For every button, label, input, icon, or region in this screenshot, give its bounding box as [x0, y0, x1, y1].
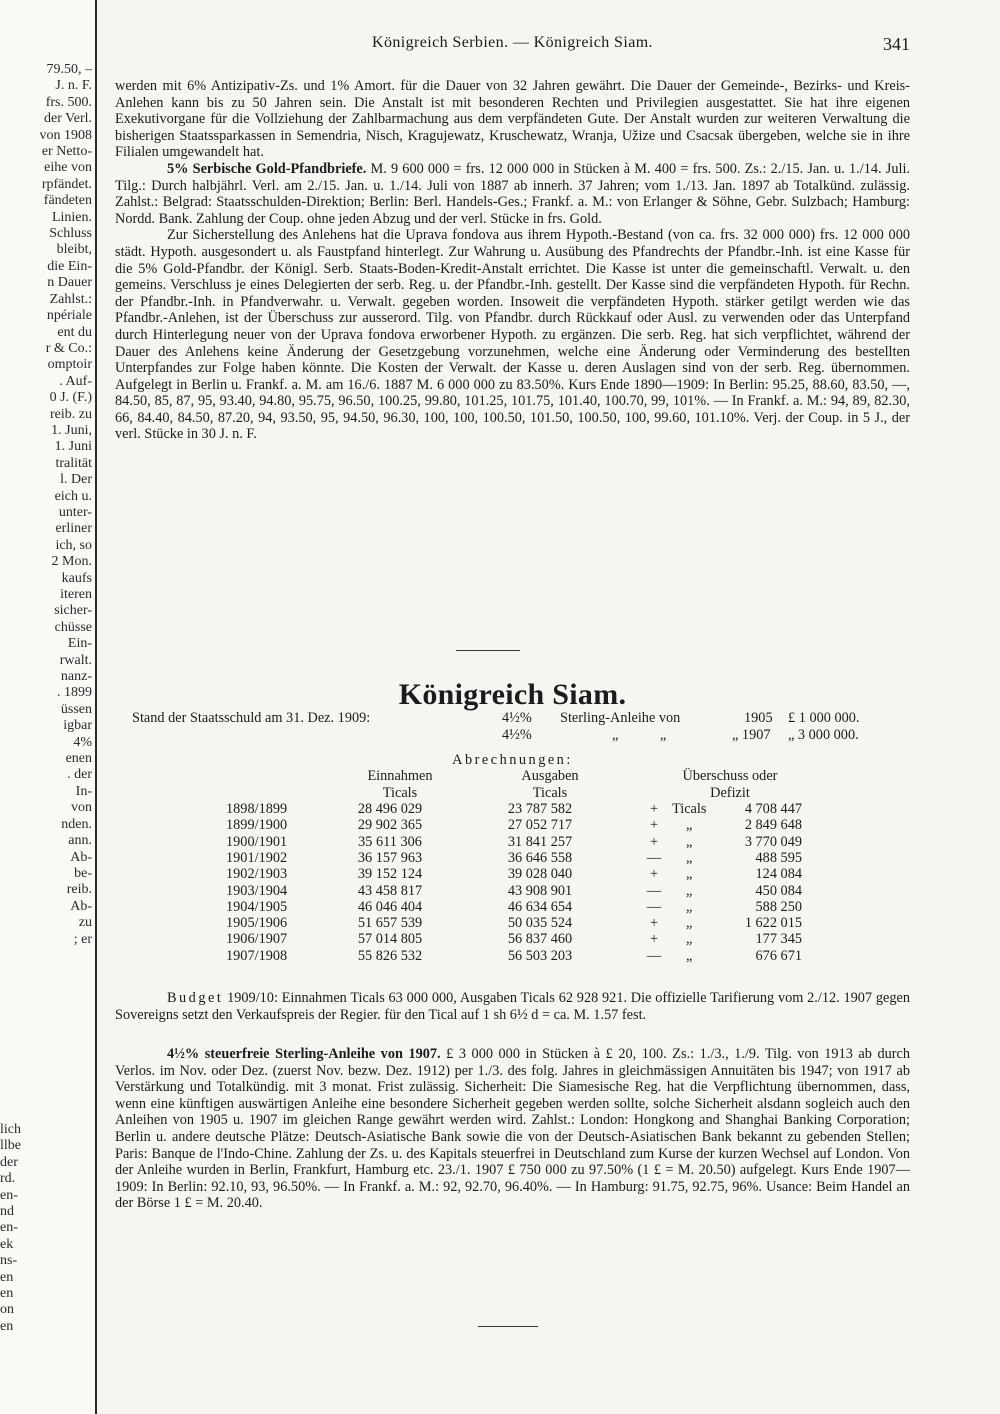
section-divider	[456, 650, 520, 651]
accounts-balance-cell: 177 345	[755, 931, 802, 948]
loan-rate: 4½%	[502, 710, 532, 726]
margin-fragment: er Netto-	[41, 144, 92, 160]
margin-fragment: 1. Juni	[54, 439, 92, 455]
margin-fragment: reib.	[66, 882, 92, 898]
margin-fragment: n Dauer	[47, 275, 92, 291]
stand-label: Stand der Staatsschuld am 31. Dez. 1909:	[132, 710, 371, 726]
margin-fragment: Linien.	[51, 209, 92, 225]
accounts-year-cell: 1904/1905	[226, 898, 288, 915]
margin-fragment: zu	[78, 915, 92, 931]
accounts-income-cell: 51 657 539	[357, 915, 423, 932]
col-balance-label-2: Defizit	[710, 784, 750, 801]
accounts-balance-cell: 676 671	[755, 947, 802, 964]
margin-fragment: der	[0, 1154, 18, 1170]
accounts-unit-cell: „	[686, 866, 693, 883]
margin-fragment: 2 Mon.	[51, 554, 92, 570]
loan-name: „ „	[612, 727, 667, 743]
loan-rate: 4½%	[502, 727, 532, 743]
margin-fragment: r & Co.:	[45, 340, 92, 356]
margin-fragment: reib. zu	[50, 406, 92, 422]
margin-fragment: . Auf-	[59, 373, 92, 389]
serbia-bond-title: 5% Serbische Gold-Pfandbriefe.	[167, 160, 367, 177]
margin-fragment: fändeten	[43, 193, 92, 209]
margin-fragment: en	[0, 1269, 14, 1285]
accounts-balance-cell: 488 595	[755, 849, 802, 866]
accounts-income-cell: 28 496 029	[357, 801, 423, 817]
col-income-label: Einnahmen	[367, 768, 433, 784]
accounts-sign-cell: —	[646, 947, 662, 964]
accounts-sign-cell: —	[646, 849, 662, 866]
accounts-income-cell: 46 046 404	[357, 898, 423, 915]
col-balance-label: Überschuss oder	[682, 768, 778, 784]
margin-fragment: unter-	[58, 504, 92, 520]
loan-name: Sterling-Anleihe von	[560, 710, 681, 726]
margin-fragment: der Verl.	[44, 111, 92, 127]
accounts-unit-cell: „	[686, 833, 693, 850]
serbia-bond-text: M. 9 600 000 = frs. 12 000 000 in Stücken à M. 400 = frs. 500. Zs.: 2./15. Jan. u. 1./14. Juli. Tilg.: Durch halbjährl. Verl. am 2./15. Jan. u. 1./14. Juli von 1887 ab innerh. 37 Jahren; vom 1./13. Jan. 1897 ab Totalkünd. zulässig. Zahlst.: Belgrad: Staatsschulden-Direktion; Berlin: Berl. Handels-Ges.; Frankf. a. M.: von Erlanger & Söhne, Gebr. Sulzbach; Hamburg: Nordd. Bank. Zahlung der Coup. ohne jeden Abzug und der verl. Stücke in frs. Gold.	[115, 160, 910, 227]
accounts-year-cell: 1907/1908	[226, 947, 288, 964]
siam-loan-title: 4½% steuerfreie Sterling-Anleihe von 1907.	[167, 1046, 441, 1062]
accounts-unit-cell: Ticals	[672, 801, 707, 817]
margin-fragment: kaufs	[61, 570, 92, 586]
accounts-unit-cell: „	[686, 915, 693, 932]
accounts-year-cell: 1898/1899	[226, 801, 288, 817]
accounts-income-cell: 43 458 817	[357, 882, 423, 899]
margin-fragment: von	[71, 800, 92, 816]
serbia-security-paragraph: Zur Sicherstellung des Anlehens hat die Uprava fondova aus ihrem Hypoth.-Bestand (von ca. frs. 32 000 000) frs. 12 000 000 städt. Hypoth. ausgesondert u. als Faustpfand hinterlegt. Zur Wahrung u. Ausübung des Pfandrechts der Pfandbr.-Inh. ist eine Kasse für die 5% Gold-Pfandbr. der Königl. Serb. Staats-Boden-Kredit-Anstalt errichtet. Die Kasse ist unter die gemeinschaftl. Verwalt. u. den gemeins. Verschluss je eines Delegierten der serb. Reg. u. der Pfandbr.-Inh. gestellt. Der Kasse sind die verpfändeten Hypoth. für Rechn. der Pfandbr.-Inh. in Pfandverwahr. u. Verwalt. gegeben worden. Insoweit die verpfändeten Hypoth. stärker getilgt werden wie das Pfandbr.-Anlehen, ist der Überschuss zur ausserord. Tilg. von Pfandbr. durch Rückkauf oder Ausl. zu verwenden oder das Unterpfand durch Hinterlegung neuer von der Uprava fondova erworbener Hypoth. zu ergänzen. Die serb. Reg. hat sich verpflichtet, während der Dauer des Anlehens keine Änderung der Gesetzgebung vorzunehmen, welche eine Änderung oder Verminderung des bestellten Unterpfandes zur Folge haben könnte. Die Kosten der Verwalt. der Kasse u. deren Auslagen sind von der serb. Reg. übernommen. Aufgelegt in Berlin u. Frankf. a. M. am 16./6. 1887 M. 6 000 000 zu 83.50%. Kurs Ende 1890—1909: In Berlin: 95.25, 88.60, 83.50, —, 84.50, 85, 87, 95, 93.40, 94.80, 95.75, 96.50, 100.25, 99.80, 101.25, 101.75, 101.40, 100.70, 99, 101%. — In Frankf. a. M.: 94, 89, 82.30, 66, 84.40, 84.50, 87.20, 94, 93.50, 95, 94.50, 96.30, 100, 100, 100.50, 101.50, 100.50, 100, 99.60, 101.10%. Verj. der Coup. in 5 J., der verl. Stücke in 30 J. n. F.	[115, 227, 910, 443]
abrechnungen-label: Abrechnungen:	[452, 752, 573, 768]
page-number: 341	[883, 34, 910, 54]
accounts-balance-cell: 1 622 015	[744, 915, 802, 932]
accounts-expense-cell: 50 035 524	[507, 915, 573, 932]
accounts-unit-cell: „	[686, 931, 693, 948]
accounts-expense-cell: 27 052 717	[507, 817, 573, 834]
margin-fragment: Ab-	[70, 849, 92, 865]
accounts-income-cell: 29 902 365	[357, 817, 423, 834]
margin-fragment: be-	[74, 865, 92, 881]
margin-fragment: tralität	[55, 455, 92, 471]
margin-fragment: von 1908	[39, 127, 92, 143]
accounts-expense-cell: 56 837 460	[507, 931, 573, 948]
accounts-balance-cell: 450 084	[755, 882, 802, 899]
accounts-year-cell: 1903/1904	[226, 882, 288, 899]
accounts-year-cell: 1906/1907	[226, 931, 288, 948]
accounts-sign-cell: +	[649, 801, 659, 817]
margin-fragment: Zahlst.:	[49, 291, 92, 307]
margin-fragment: 4%	[73, 734, 92, 750]
binding-edge	[95, 0, 97, 1414]
accounts-expense-cell: 31 841 257	[507, 833, 573, 850]
margin-fragment: erliner	[55, 521, 92, 537]
margin-fragment: en-	[0, 1187, 18, 1203]
accounts-income-cell: 36 157 963	[357, 849, 423, 866]
accounts-income-cell: 35 611 306	[358, 833, 422, 850]
accounts-unit-cell: „	[686, 817, 693, 834]
accounts-balance-cell: 4 708 447	[744, 801, 802, 817]
accounts-unit-cell: „	[686, 898, 693, 915]
margin-fragment: enen	[65, 751, 92, 767]
accounts-income-cell: 39 152 124	[357, 866, 423, 883]
col-balance-header	[630, 768, 830, 801]
margin-fragment: iteren	[60, 587, 92, 602]
siam-loan-section	[115, 1046, 910, 1212]
accounts-unit-cell: „	[686, 882, 693, 899]
col-expense-label: Ausgaben	[521, 768, 579, 784]
accounts-expense-cell: 56 503 203	[507, 947, 573, 964]
margin-fragment: Schluss	[49, 226, 92, 242]
margin-fragment: npériale	[46, 308, 92, 324]
accounts-sign-cell: —	[646, 882, 662, 899]
margin-fragment: rd.	[0, 1171, 16, 1187]
accounts-balance-cell: 2 849 648	[744, 817, 802, 834]
siam-heading: Königreich Siam.	[398, 678, 627, 711]
accounts-balance-cell: 124 084	[755, 866, 802, 883]
accounts-sign-cell: +	[649, 817, 659, 834]
margin-fragment: on	[0, 1302, 14, 1318]
accounts-expense-cell: 36 646 558	[507, 849, 573, 866]
margin-fragment: eich u.	[54, 488, 92, 504]
margin-fragment: . 1899	[57, 685, 92, 701]
margin-fragment: ns-	[0, 1253, 18, 1269]
serbia-intro: werden mit 6% Antizipativ-Zs. und 1% Amort. für die Dauer von 32 Jahren gewährt. Die Dauer der Gemeinde-, Bezirks- und Kreis-Anlehen kann bis zu 50 Jahren sein. Die Anstalt ist mit besonderen Rechten und Privilegien ausgestattet. Sie hat ihre eigenen Exekutivorgane für die Vollziehung der Zahlbarmachung aus dem verpfändeten Gute. Der Anstalt wurden zur weiteren Verwaltung die bisherigen Staatssparkassen in Semendria, Nisch, Kragujewatz, Kruschewatz, Wranja, Užize und Csacsak übergeben, welche sie in ihre Filialen umgewandelt hat.	[115, 78, 910, 161]
accounts-sign-cell: +	[649, 866, 659, 883]
margin-fragment: lich	[0, 1122, 21, 1137]
margin-fragment: 79.50, –	[46, 62, 92, 77]
margin-fragment: ; er	[73, 931, 92, 947]
accounts-expense-cell: 46 634 654	[507, 898, 573, 915]
margin-fragment: ich, so	[55, 537, 92, 553]
margin-fragment: en-	[0, 1220, 18, 1236]
accounts-income-cell: 57 014 805	[357, 931, 423, 948]
margin-fragment: Ab-	[70, 898, 92, 914]
margin-fragment: rwalt.	[59, 652, 92, 668]
facing-page-fragments-lower	[0, 1122, 30, 1335]
budget-text: 1909/10: Einnahmen Ticals 63 000 000, Ausgaben Ticals 62 928 921. Die offizielle Tarifierung vom 2./12. 1907 gegen Sovereigns setzt den Verkaufspreis der Regier. für den Tical auf 1 sh 6½ d = ca. M. 1.57 fest.	[115, 990, 910, 1023]
margin-fragment: l. Der	[60, 472, 92, 488]
serbia-bond-paragraph	[115, 161, 910, 227]
accounts-expense-cell: 39 028 040	[507, 866, 573, 883]
running-title: Königreich Serbien. — Königreich Siam.	[372, 34, 653, 51]
accounts-sign-cell: +	[649, 833, 659, 850]
margin-fragment: In-	[75, 783, 92, 799]
siam-loan-text: £ 3 000 000 in Stücken à £ 20, 100. Zs.: 1./3., 1./9. Tilg. von 1913 ab durch Verlos. im Nov. oder Dez. (zuerst Nov. bezw. Dez. 1912) per 1./3. des folg. Jahres in gleichmässigen Annuitäten bis 1947; von 1917 ab Verstärkung und Totalkündig. mit 3 monat. Frist zulässig. Sicherheit: Die Siamesische Reg. hat die Verpflichtung übernommen, dass, wenn eine künftigen auswärtigen Anleihe eine besondere Sicherheit gegeben werden sollte, solche Sicherheit alsdann sogleich auch den Anleihen von 1905 u. 1907 im gleichen Range gewährt werden wird. Zahlst.: London: Hongkong and Shanghai Banking Corporation; Berlin u. andere deutsche Plätze: Deutsch-Asiatische Bank sowie die von der Deutsch-Asiatischen Bank bekannt zu gebenden Stellen; Paris: Banque de l'Indo-Chine. Zahlung der Zs. u. des Kapitals steuerfrei in Deutschland zum Kurse der kurzen Wechsel auf London. Von der Anleihe wurden in Berlin, Frankfurt, Hamburg etc. 23./1. 1907 £ 750 000 zu 97.50% (1 £ = M. 20.50) aufgelegt. Kurs Ende 1907—1909: In Berlin: 92.10, 93, 96.50%. — In Frankf. a. M.: 92, 92.70, 96.40%. — In Hamburg: 91.75, 92.75, 96%. Usance: Beim Handel an der Börse 1 £ = M. 20.40.	[115, 1046, 910, 1212]
margin-fragment: Ein-	[67, 636, 92, 652]
margin-fragment: . der	[67, 767, 92, 783]
budget-paragraph	[115, 990, 910, 1023]
loan-year: 1905	[744, 710, 773, 726]
end-rule	[478, 1326, 538, 1327]
col-expense-unit: Ticals	[532, 784, 568, 801]
accounts-year-cell: 1901/1902	[226, 849, 288, 866]
loan-amount: £ 1 000 000.	[788, 710, 860, 726]
margin-fragment: sicher-	[54, 603, 92, 619]
margin-fragment: en	[0, 1286, 14, 1302]
margin-fragment: nanz-	[60, 669, 92, 685]
col-income-header	[320, 768, 480, 801]
margin-fragment: nd	[0, 1204, 14, 1220]
margin-fragment: igbar	[63, 718, 92, 734]
margin-fragment: 1. Juni,	[51, 422, 92, 438]
accounts-year-cell: 1905/1906	[226, 915, 288, 932]
accounts-income-cell: 55 826 532	[357, 947, 423, 964]
facing-page-fragments	[0, 62, 92, 948]
accounts-sign-cell: +	[649, 931, 659, 948]
accounts-sign-cell: +	[649, 915, 659, 932]
loan-amount: „ 3 000 000.	[788, 727, 859, 743]
margin-fragment: rpfändet.	[41, 176, 92, 192]
margin-fragment: J. n. F.	[55, 78, 92, 94]
margin-fragment: ent du	[57, 324, 92, 340]
loan-year: „ 1907	[732, 727, 771, 743]
col-income-unit: Ticals	[382, 784, 418, 801]
margin-fragment: omptoir	[47, 357, 92, 373]
budget-label: Budget	[167, 990, 224, 1006]
accounts-unit-cell: „	[686, 849, 693, 866]
margin-fragment: frs. 500.	[45, 94, 92, 110]
accounts-balance-cell: 3 770 049	[744, 833, 802, 850]
accounts-sign-cell: —	[646, 898, 662, 915]
margin-fragment: 0 J. (F.)	[49, 390, 92, 406]
accounts-unit-cell: „	[686, 947, 693, 964]
margin-fragment: ann.	[68, 833, 92, 849]
margin-fragment: eihe von	[44, 160, 92, 176]
margin-fragment: bleibt,	[56, 242, 92, 258]
margin-fragment: die Ein-	[47, 258, 92, 274]
accounts-year-cell: 1899/1900	[226, 817, 288, 834]
accounts-year-cell: 1902/1903	[226, 866, 288, 883]
col-expense-header	[470, 768, 630, 801]
serbia-section	[115, 78, 910, 443]
margin-fragment: üssen	[60, 701, 92, 717]
margin-fragment: en	[0, 1318, 14, 1334]
margin-fragment: llbe	[0, 1138, 21, 1154]
accounts-expense-cell: 43 908 901	[507, 882, 573, 899]
margin-fragment: chüsse	[54, 619, 92, 635]
accounts-expense-cell: 23 787 582	[507, 801, 573, 817]
margin-fragment: ek	[0, 1236, 14, 1252]
accounts-balance-cell: 588 250	[755, 898, 802, 915]
accounts-year-cell: 1900/1901	[226, 833, 288, 850]
margin-fragment: nden.	[61, 816, 92, 832]
running-header	[115, 34, 910, 56]
